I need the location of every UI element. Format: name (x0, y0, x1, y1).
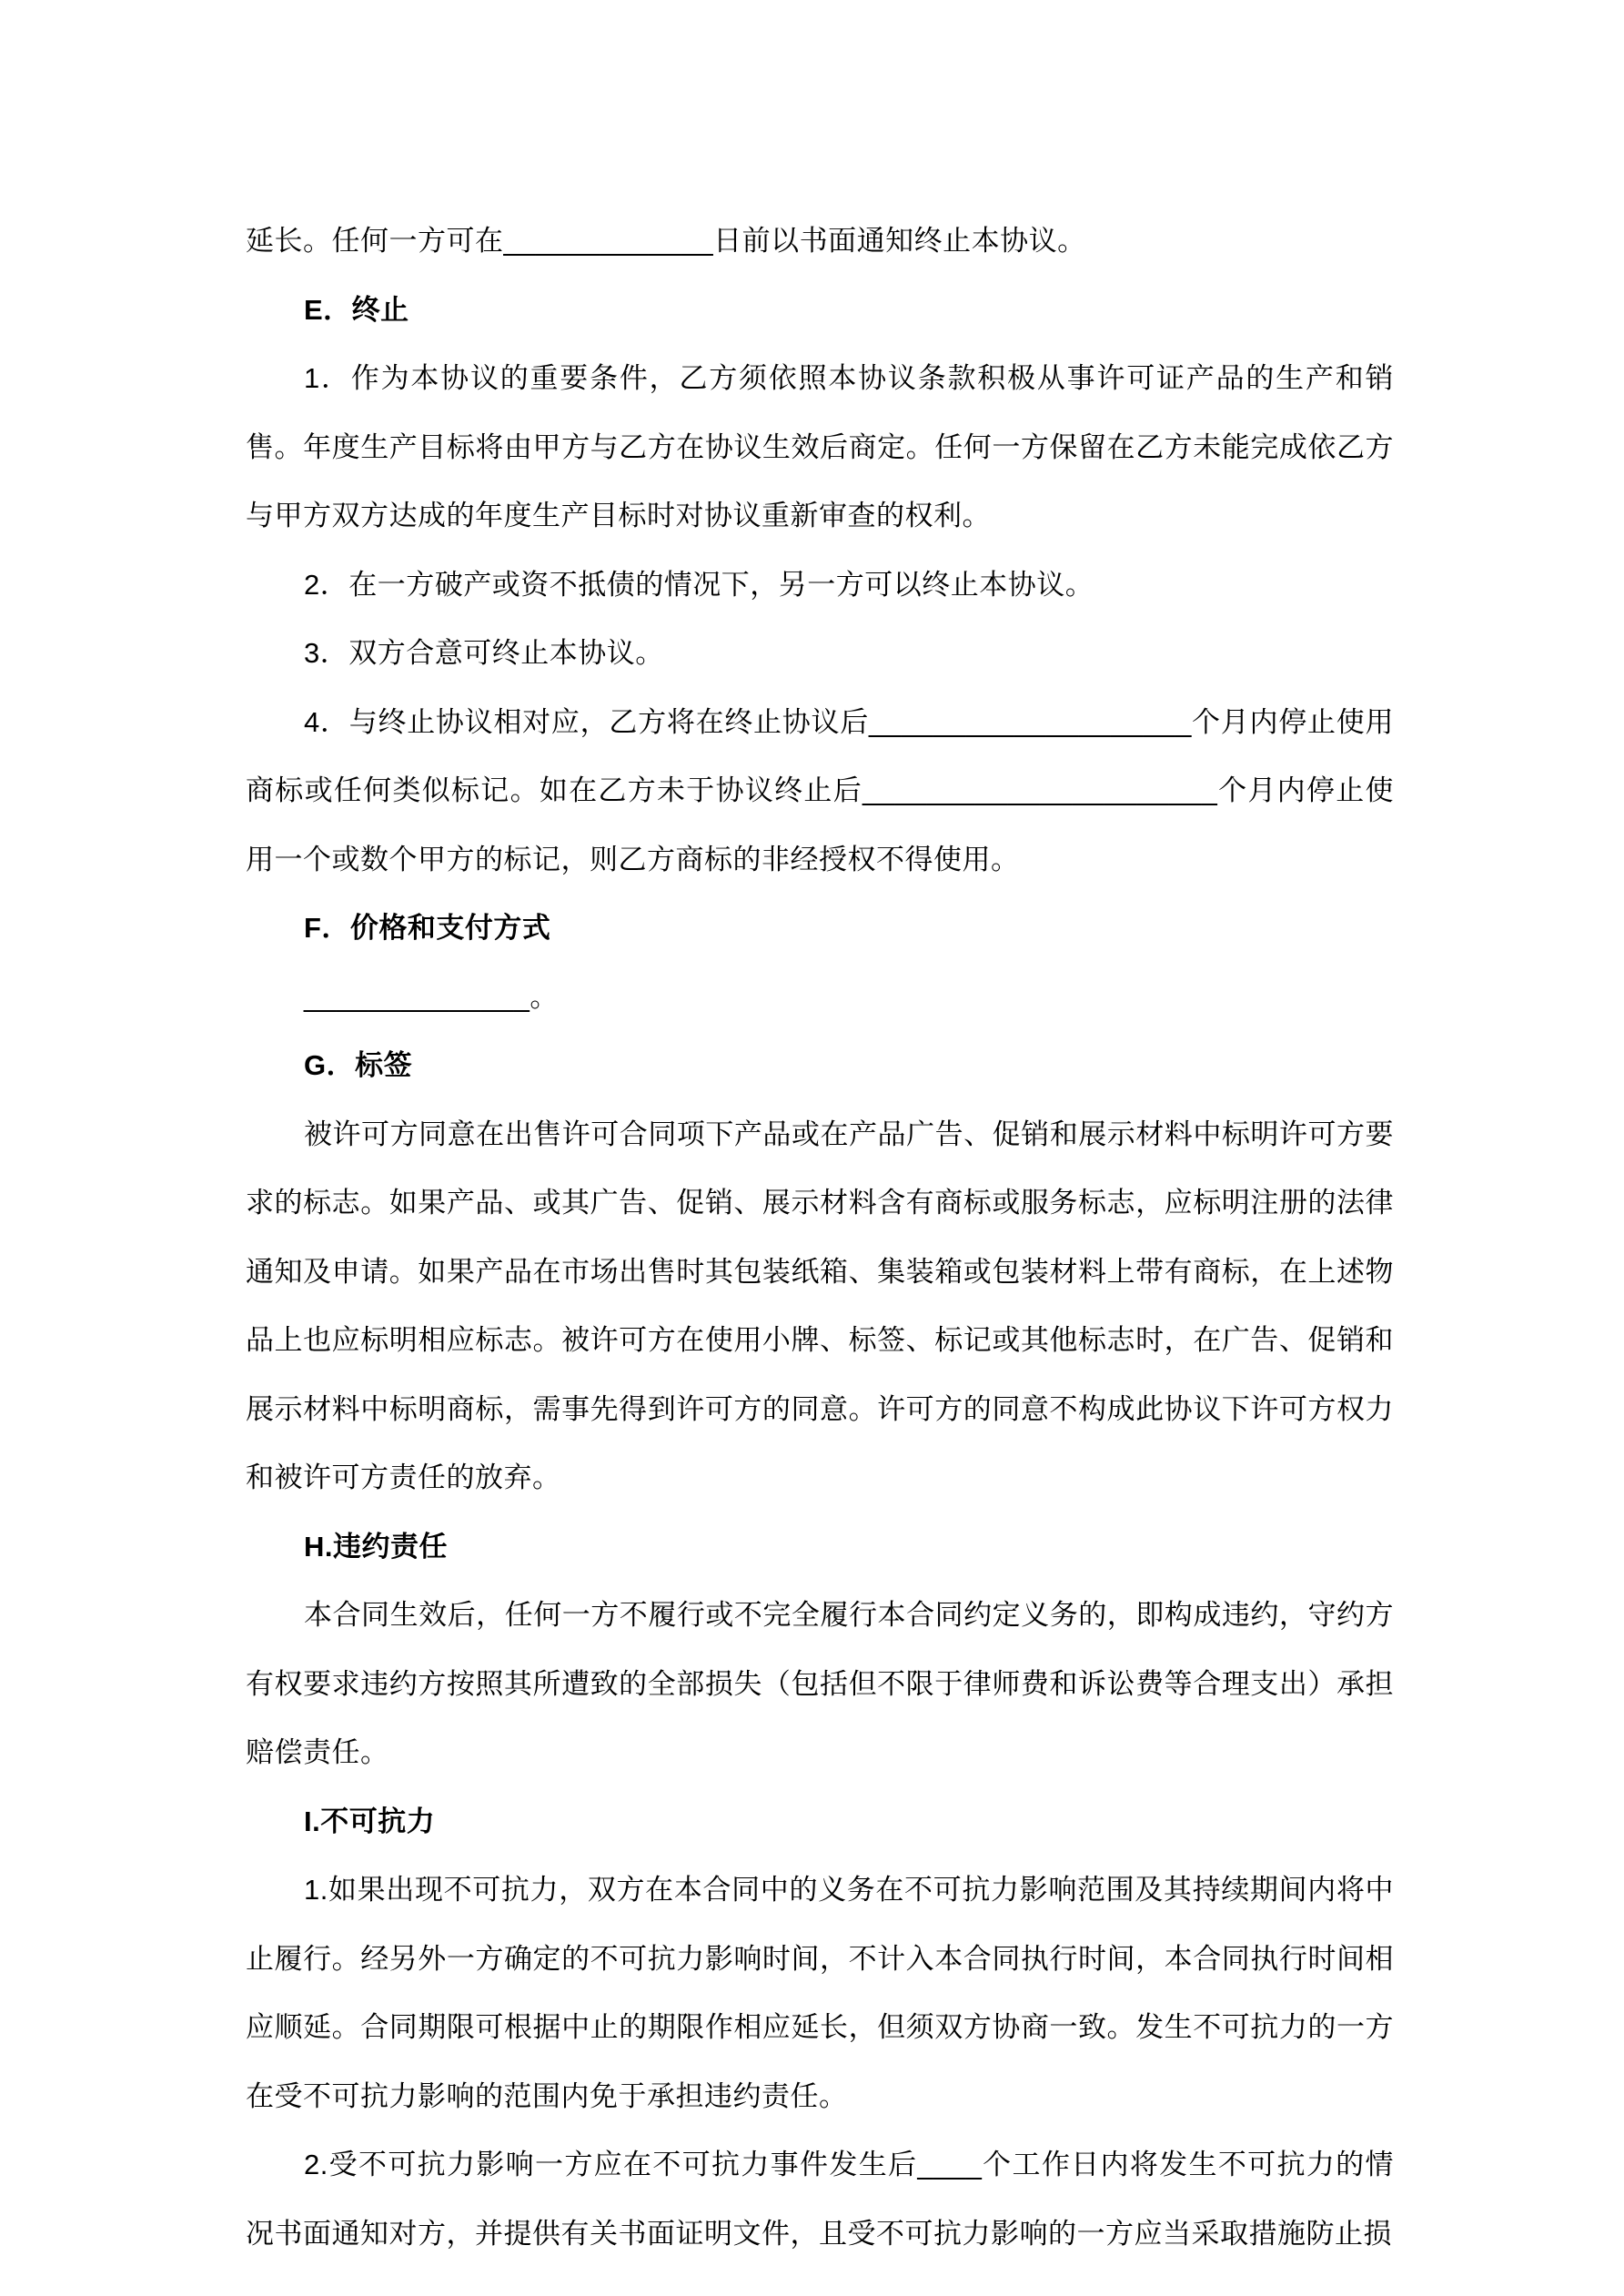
paragraph: 2.受不可抗力影响一方应在不可抗力事件发生后____个工作日内将发生不可抗力的情况书面通知对方，并提供有关书面证明文件，且受不可抗力影响的一方应当采取措施防止损 (246, 2149, 1394, 2250)
paragraph: 1.如果出现不可抗力，双方在本合同中的义务在不可抗力影响范围及其持续期间内将中止履行。经另外一方确定的不可抗力影响时间，不计入本合同执行时间，本合同执行时间相应顺延。合同期限可根据中止的期限作相应延长，但须双方协商一致。发生不可抗力的一方在受不可抗力影响的范围内免于承担违约责任。 (246, 1874, 1394, 2112)
paragraph: 4．与终止协议相对应，乙方将在终止协议后____________________个月内停止使用商标或任何类似标记。如在乙方未于协议终止后______________________个月内停止使用一个或数个甲方的标记，则乙方商标的非经授权不得使用。 (246, 705, 1394, 875)
section-heading: E．终止 (304, 293, 409, 326)
paragraph: ______________。 (304, 980, 559, 1013)
paragraph: 3．双方合意可终止本协议。 (304, 637, 664, 669)
paragraph: 延长。任何一方可在_____________日前以书面通知终止本协议。 (246, 225, 1086, 257)
section-heading: G．标签 (304, 1049, 413, 1081)
paragraph: 2．在一方破产或资不抵债的情况下，另一方可以终止本协议。 (304, 568, 1094, 601)
paragraph: 本合同生效后，任何一方不履行或不完全履行本合同约定义务的，即构成违约，守约方有权要求违约方按照其所遭致的全部损失（包括但不限于律师费和诉讼费等合理支出）承担赔偿责任。 (246, 1599, 1394, 1768)
paragraph: 1．作为本协议的重要条件，乙方须依照本协议条款积极从事许可证产品的生产和销售。年度生产目标将由甲方与乙方在协议生效后商定。任何一方保留在乙方未能完成依乙方与甲方双方达成的年度生产目标时对协议重新审查的权利。 (246, 362, 1394, 531)
section-heading: F．价格和支付方式 (304, 912, 551, 944)
paragraph: 被许可方同意在出售许可合同项下产品或在产品广告、促销和展示材料中标明许可方要求的标志。如果产品、或其广告、促销、展示材料含有商标或服务标志，应标明注册的法律通知及申请。如果产品在市场出售时其包装纸箱、集装箱或包装材料上带有商标，在上述物品上也应标明相应标志。被许可方在使用小牌、标签、标记或其他标志时，在广告、促销和展示材料中标明商标，需事先得到许可方的同意。许可方的同意不构成此协议下许可方权力和被许可方责任的放弃。 (246, 1118, 1394, 1493)
section-heading: H.违约责任 (304, 1530, 448, 1563)
section-heading: I.不可抗力 (304, 1805, 436, 1837)
document-body (246, 207, 1394, 2268)
